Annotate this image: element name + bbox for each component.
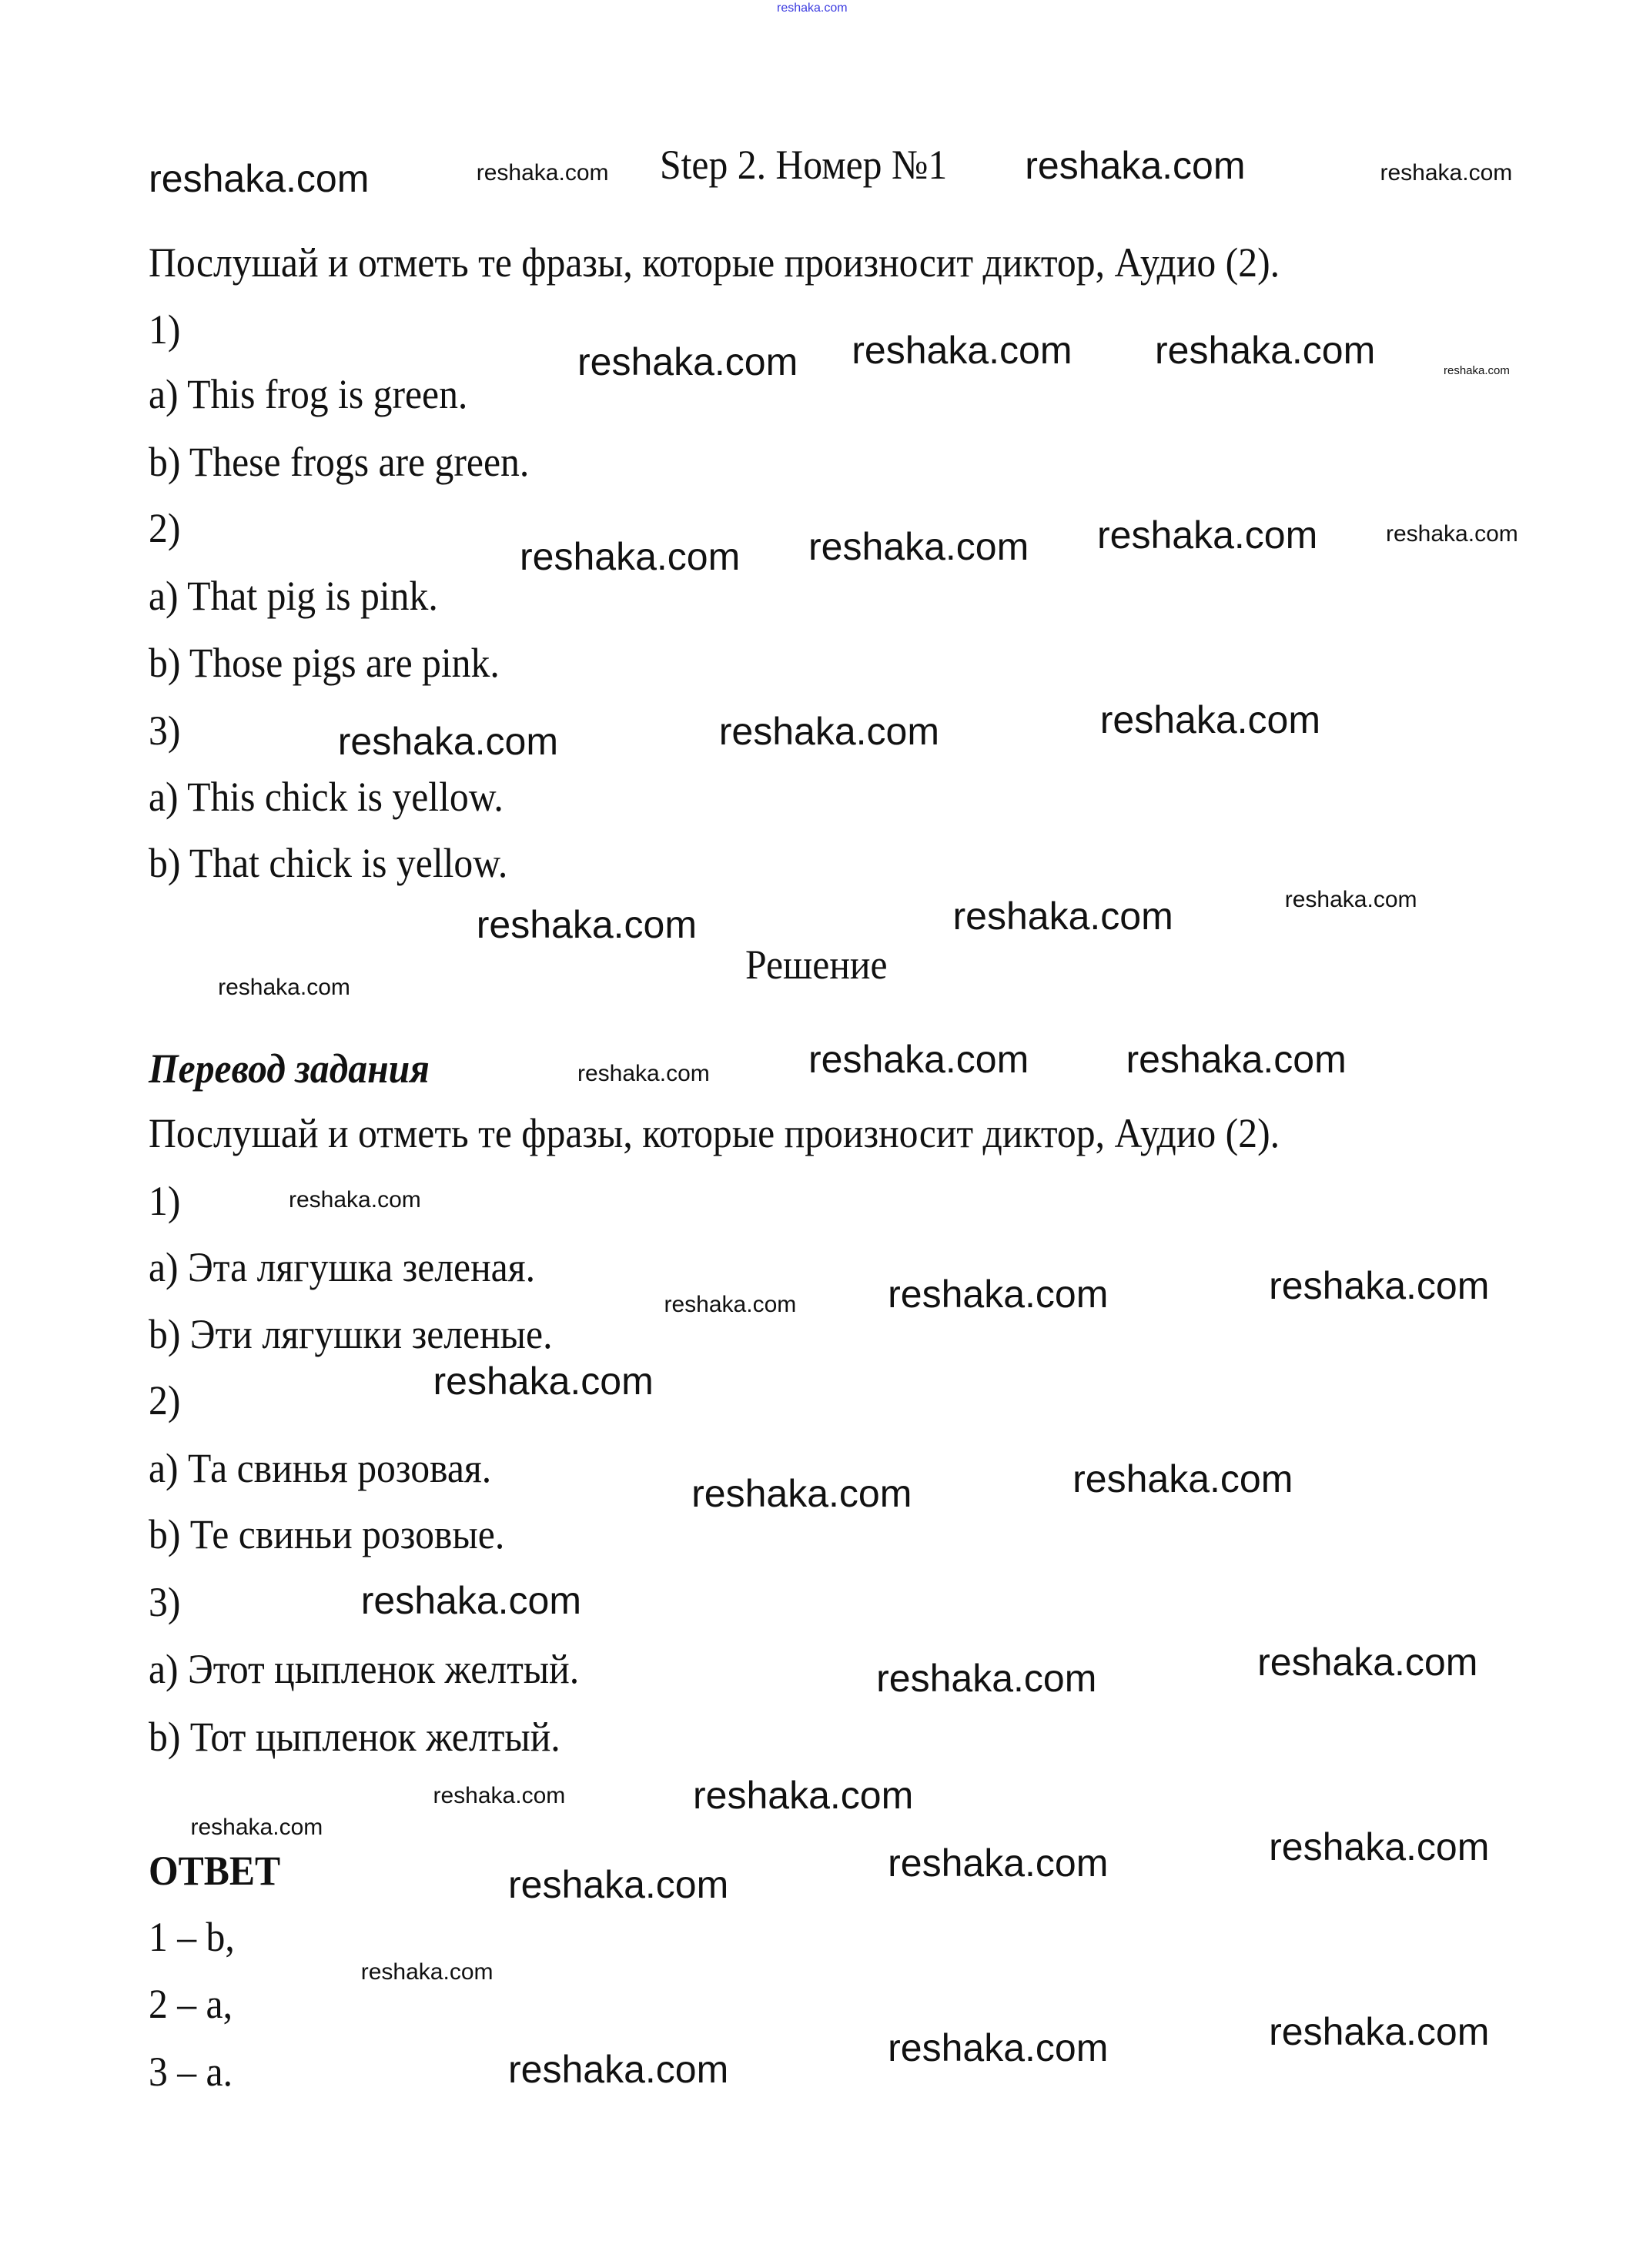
watermark: reshaka.com bbox=[1099, 698, 1320, 741]
task-instruction: Послушай и отметь те фразы, которые произносит диктор, Аудио (2). bbox=[149, 239, 1280, 286]
option-b: b) Те свиньи розовые. bbox=[149, 1511, 505, 1558]
answer-item: 2 – a, bbox=[149, 1980, 233, 2027]
option-b: b) Эти лягушки зеленые. bbox=[149, 1310, 553, 1357]
watermark: reshaka.com bbox=[1257, 1641, 1478, 1684]
watermark: reshaka.com bbox=[693, 1773, 914, 1817]
watermark: reshaka.com bbox=[476, 160, 609, 186]
option-a: a) This chick is yellow. bbox=[149, 774, 504, 820]
watermark: reshaka.com bbox=[1269, 2010, 1490, 2054]
option-a: a) Та свинья розовая. bbox=[149, 1444, 492, 1491]
watermark: reshaka.com bbox=[577, 340, 798, 383]
watermark: reshaka.com bbox=[888, 1841, 1109, 1885]
watermark: reshaka.com bbox=[508, 1863, 729, 1907]
answer-item: 3 – a. bbox=[149, 2048, 233, 2095]
watermark: reshaka.com bbox=[1155, 329, 1376, 372]
watermark: reshaka.com bbox=[1025, 144, 1246, 187]
page-title: Step 2. Номер №1 bbox=[659, 141, 948, 188]
top-watermark: reshaka.com bbox=[777, 2, 848, 15]
watermark: reshaka.com bbox=[337, 720, 558, 764]
answer-heading: ОТВЕТ bbox=[149, 1848, 281, 1894]
watermark: reshaka.com bbox=[1386, 521, 1518, 547]
option-b: b) Тот цыпленок желтый. bbox=[149, 1713, 561, 1760]
solution-label: Решение bbox=[745, 941, 888, 988]
option-b: b) These frogs are green. bbox=[149, 439, 530, 485]
watermark: reshaka.com bbox=[520, 535, 741, 579]
group-number: 1) bbox=[149, 1178, 181, 1224]
watermark: reshaka.com bbox=[476, 903, 697, 947]
watermark: reshaka.com bbox=[1097, 513, 1318, 557]
watermark: reshaka.com bbox=[1072, 1457, 1293, 1501]
option-b: b) That chick is yellow. bbox=[149, 840, 508, 887]
group-number: 1) bbox=[149, 306, 181, 353]
watermark: reshaka.com bbox=[808, 525, 1029, 568]
watermark: reshaka.com bbox=[1126, 1037, 1347, 1081]
watermark: reshaka.com bbox=[1269, 1264, 1490, 1307]
watermark: reshaka.com bbox=[218, 974, 350, 1000]
watermark: reshaka.com bbox=[433, 1359, 654, 1403]
group-number: 2) bbox=[149, 505, 181, 552]
watermark: reshaka.com bbox=[360, 1578, 581, 1622]
watermark: reshaka.com bbox=[952, 895, 1173, 938]
watermark: reshaka.com bbox=[808, 1037, 1029, 1081]
watermark: reshaka.com bbox=[360, 1959, 494, 1985]
watermark: reshaka.com bbox=[691, 1472, 912, 1515]
watermark: reshaka.com bbox=[852, 329, 1072, 372]
watermark: reshaka.com bbox=[1284, 886, 1417, 912]
watermark: reshaka.com bbox=[888, 1273, 1109, 1316]
group-number: 2) bbox=[149, 1377, 181, 1423]
translation-instruction: Послушай и отметь те фразы, которые произносит диктор, Аудио (2). bbox=[149, 1109, 1280, 1156]
watermark: reshaka.com bbox=[718, 710, 939, 753]
watermark: reshaka.com bbox=[433, 1782, 566, 1808]
group-number: 3) bbox=[149, 1579, 181, 1626]
option-a: a) Эта лягушка зеленая. bbox=[149, 1244, 536, 1291]
option-a: a) Этот цыпленок желтый. bbox=[149, 1645, 580, 1692]
watermark: reshaka.com bbox=[289, 1186, 421, 1213]
option-a: a) This frog is green. bbox=[149, 370, 468, 417]
watermark: reshaka.com bbox=[190, 1815, 323, 1841]
option-b: b) Those pigs are pink. bbox=[149, 639, 500, 686]
watermark: reshaka.com bbox=[876, 1657, 1097, 1700]
watermark: reshaka.com bbox=[577, 1061, 710, 1087]
watermark: reshaka.com bbox=[1269, 1825, 1490, 1869]
group-number: 3) bbox=[149, 707, 181, 754]
watermark: reshaka.com bbox=[149, 156, 370, 200]
watermark: reshaka.com bbox=[1444, 363, 1510, 377]
watermark: reshaka.com bbox=[664, 1292, 797, 1318]
watermark: reshaka.com bbox=[508, 2048, 729, 2092]
watermark: reshaka.com bbox=[888, 2026, 1109, 2069]
option-a: a) That pig is pink. bbox=[149, 573, 438, 620]
translation-heading: Перевод задания bbox=[149, 1045, 430, 1092]
answer-item: 1 – b, bbox=[149, 1914, 235, 1961]
watermark: reshaka.com bbox=[1380, 160, 1513, 186]
